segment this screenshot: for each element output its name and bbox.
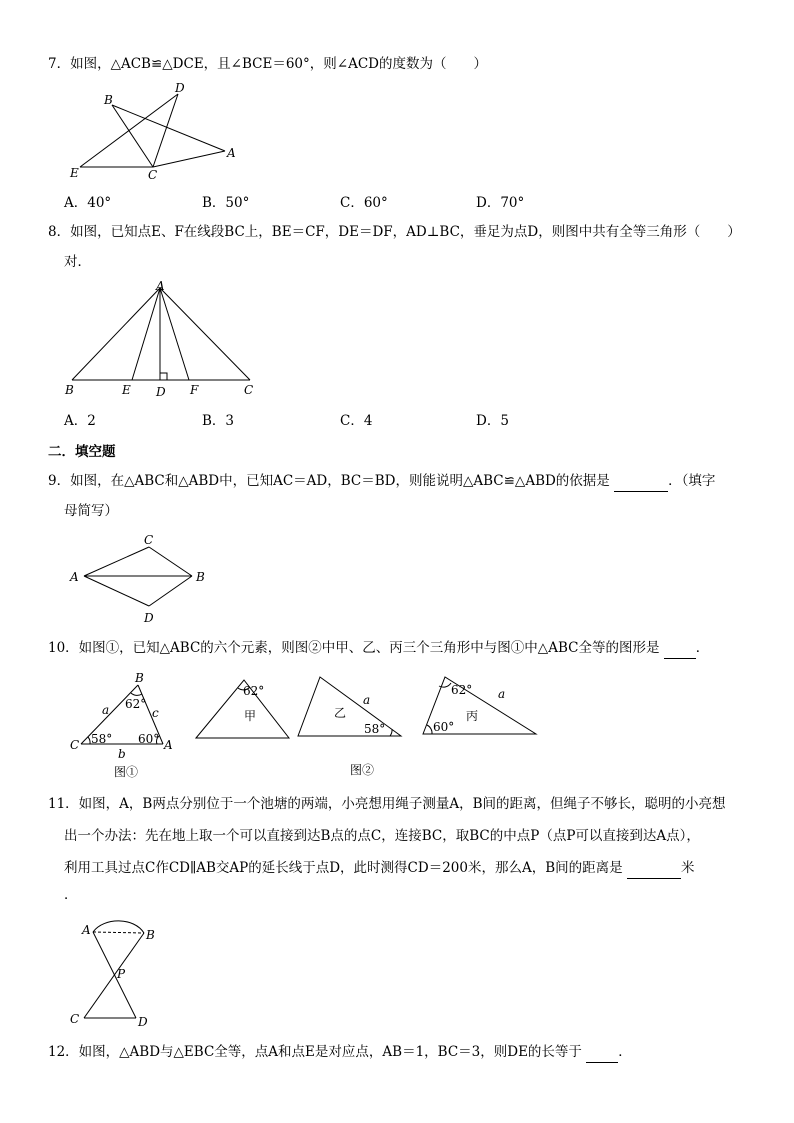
q10-fig1-label-a: a bbox=[102, 703, 110, 717]
q7-option-b[interactable]: B．50° bbox=[202, 195, 250, 211]
question-7-text: 7．如图，△ACB≌△DCE，且∠BCE＝60°，则∠ACD的度数为（ ） bbox=[48, 56, 487, 72]
q9-label-B: B bbox=[196, 570, 205, 584]
q10-text-before: 10．如图①，已知△ABC的六个元素，则图②中甲、乙、丙三个三角形中与图①中△ABC全等的图形是 bbox=[48, 640, 660, 656]
question-7-figure bbox=[60, 78, 260, 188]
q10-fig1-label-c: c bbox=[152, 706, 159, 720]
q8-option-b[interactable]: B．3 bbox=[202, 413, 235, 429]
question-11-line2: 出一个办法：先在地上取一个可以直接到达B点的点C，连接BC，取BC的中点P（点P可以直接到达A点）， bbox=[64, 828, 700, 844]
question-8-options bbox=[64, 409, 744, 429]
q10-fig1-label-C: C bbox=[70, 738, 80, 752]
question-11-line4: ． bbox=[64, 887, 78, 903]
question-9-text bbox=[48, 470, 748, 492]
q10-fig2-yi-name: 乙 bbox=[334, 706, 347, 720]
q11-label-A: A bbox=[82, 923, 91, 937]
question-9-text-line2: 母简写） bbox=[64, 503, 118, 519]
q10-fig1-angle-C: 58° bbox=[91, 732, 113, 746]
q8-option-d[interactable]: D．5 bbox=[476, 413, 509, 429]
q8-label-A: A bbox=[156, 279, 165, 293]
q9-answer-blank[interactable] bbox=[614, 491, 668, 492]
q12-text-before: 12．如图，△ABD与△EBC全等，点A和点E是对应点，AB＝1，BC＝3，则DE的长等于 bbox=[48, 1044, 582, 1060]
q8-label-B: B bbox=[65, 383, 74, 397]
question-10-text bbox=[48, 637, 748, 659]
q10-fig2-bing-name: 丙 bbox=[466, 709, 479, 723]
q10-fig2-bing-angle-top: 62° bbox=[451, 683, 473, 697]
q10-fig1-label-b: b bbox=[118, 747, 126, 761]
q8-label-E: E bbox=[122, 383, 131, 397]
q10-fig1-caption: 图① bbox=[114, 765, 139, 779]
q10-fig2-yi-side: a bbox=[363, 693, 371, 707]
q10-fig2-bing-angle-bottom: 60° bbox=[433, 720, 455, 734]
question-11-line1: 11．如图，A，B两点分别位于一个池塘的两端，小亮想用绳子测量A，B间的距离，但绳子不够长，聪明的小亮想 bbox=[48, 796, 726, 812]
q8-option-c[interactable]: C．4 bbox=[340, 413, 373, 429]
q9-text-before: 9．如图，在△ABC和△ABD中，已知AC＝AD，BC＝BD，则能说明△ABC≌△ABD的依据是 bbox=[48, 473, 610, 489]
q7-option-c[interactable]: C．60° bbox=[340, 195, 388, 211]
q10-fig1-label-B: B bbox=[135, 671, 144, 685]
q9-text-after: ．（填字 bbox=[668, 473, 716, 489]
question-8-text: 8．如图，已知点E、F在线段BC上，BE＝CF，DE＝DF，AD⊥BC，垂足为点D，则图中共有全等三角形（ ） bbox=[48, 224, 741, 240]
q11-text-before: 利用工具过点C作CD∥AB交AP的延长线于点D，此时测得CD＝200米，那么A，B间的距离是 bbox=[64, 860, 623, 876]
q7-label-D: D bbox=[175, 81, 185, 95]
question-12-text bbox=[48, 1041, 748, 1063]
question-10-figure-1 bbox=[64, 670, 184, 782]
q8-label-D: D bbox=[156, 385, 166, 399]
q10-fig2-yi-angle: 58° bbox=[364, 722, 386, 736]
question-11-line3 bbox=[64, 857, 694, 879]
q11-text-after: 米 bbox=[680, 860, 695, 876]
question-8-figure bbox=[60, 278, 270, 400]
q12-answer-blank[interactable] bbox=[586, 1062, 618, 1063]
q7-label-A: A bbox=[227, 146, 236, 160]
q9-label-D: D bbox=[144, 611, 154, 625]
q10-answer-blank[interactable] bbox=[664, 658, 696, 659]
q10-text-after: ． bbox=[695, 640, 710, 656]
q11-label-B: B bbox=[146, 928, 155, 942]
q7-option-d[interactable]: D．70° bbox=[476, 195, 525, 211]
q7-label-E: E bbox=[70, 166, 79, 180]
q10-fig1-angle-A: 60° bbox=[138, 732, 160, 746]
q8-label-F: F bbox=[190, 383, 199, 397]
question-11-figure bbox=[62, 910, 172, 1035]
q7-label-C: C bbox=[148, 168, 158, 182]
q10-fig1-label-A: A bbox=[164, 738, 173, 752]
q7-option-a[interactable]: A．40° bbox=[64, 195, 112, 211]
question-10-figure-2 bbox=[190, 670, 545, 780]
q8-option-a[interactable]: A．2 bbox=[64, 413, 96, 429]
q10-fig2-bing-side: a bbox=[498, 687, 506, 701]
question-7-options bbox=[64, 191, 744, 211]
q11-label-D: D bbox=[138, 1015, 148, 1029]
q11-label-C: C bbox=[70, 1012, 80, 1026]
question-9-figure bbox=[62, 530, 222, 630]
question-8-text-line2: 对． bbox=[64, 254, 91, 270]
q10-fig2-jia-name: 甲 bbox=[244, 709, 257, 723]
q12-text-after: ． bbox=[618, 1044, 632, 1060]
q11-answer-blank[interactable] bbox=[627, 878, 681, 879]
section-heading-fill-in: 二．填空题 bbox=[48, 444, 116, 460]
q10-fig1-angle-B: 62° bbox=[125, 697, 147, 711]
q7-label-B: B bbox=[104, 93, 113, 107]
q9-label-C: C bbox=[144, 533, 154, 547]
q9-label-A: A bbox=[70, 570, 79, 584]
q8-label-C: C bbox=[244, 383, 254, 397]
q10-fig2-caption: 图② bbox=[350, 763, 375, 777]
q11-label-P: P bbox=[117, 967, 126, 981]
q10-fig2-jia-angle: 62° bbox=[243, 684, 265, 698]
